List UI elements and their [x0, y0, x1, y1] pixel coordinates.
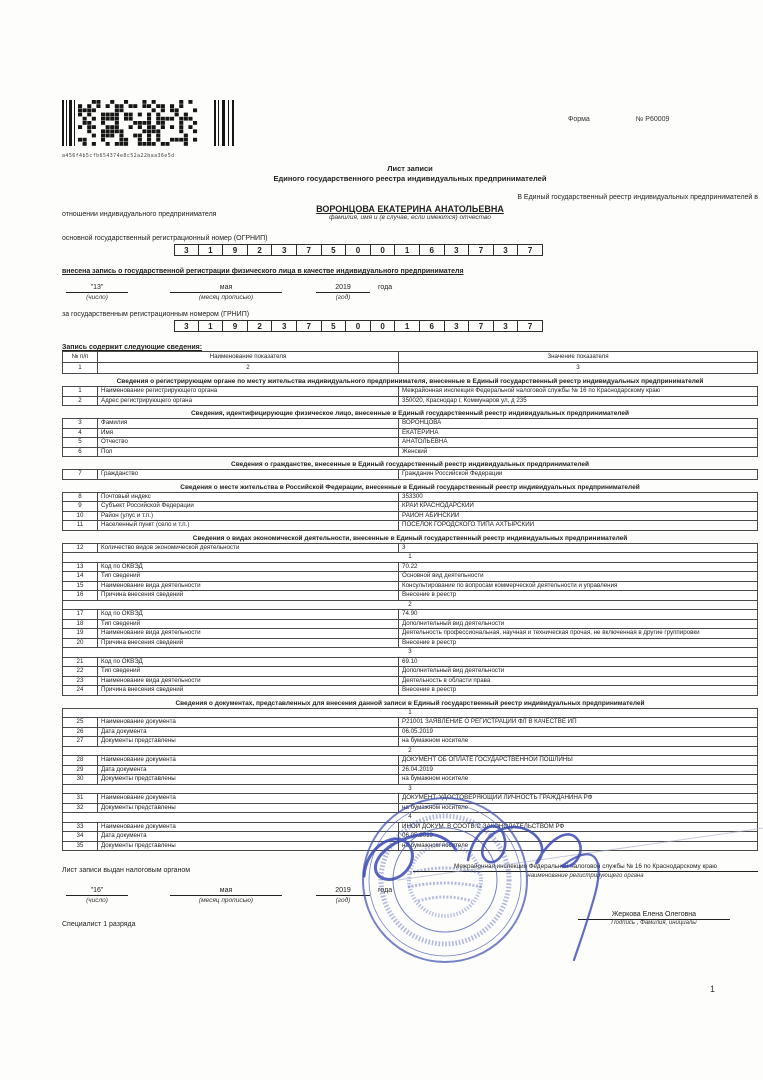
table-row [63, 842, 757, 851]
form-reference [568, 116, 669, 123]
row-value: 74.90 [402, 610, 418, 617]
form-number: № Р60009 [635, 116, 670, 123]
table-row [63, 438, 757, 448]
table-row [63, 572, 757, 582]
table-row [63, 502, 757, 512]
issue-date [62, 887, 392, 904]
row-value: Консультирование по вопросам коммерческой деятельности и управления [402, 581, 618, 589]
row-value: 3 [402, 543, 406, 551]
row-number: 13 [63, 563, 98, 572]
record-date-year-caption: (год) [335, 294, 351, 301]
registering-authority [413, 863, 758, 879]
row-number: 26 [63, 728, 98, 737]
digit-cell: 5 [322, 244, 347, 256]
row-number: 17 [63, 610, 98, 619]
row-value: Внесение в реестр [402, 638, 457, 646]
row-label: Код по ОКВЭД [98, 610, 399, 619]
row-label: Причина внесения сведений [98, 686, 399, 695]
row-label: Гражданство [98, 470, 399, 479]
row-value: Деятельность профессиональная, научная и техническая прочая, не включенная в другие группировки [402, 629, 700, 636]
table-row [63, 521, 757, 530]
record-table-sections [62, 378, 758, 851]
row-value: ЕКАТЕРИНА [402, 428, 439, 436]
digit-cell: 5 [322, 320, 347, 332]
table-row [63, 544, 757, 554]
row-label: Пол [98, 448, 399, 457]
row-label: Наименование вида деятельности [98, 677, 399, 686]
row-number: 34 [63, 832, 98, 841]
row-value: Внесение в реестр [402, 591, 457, 598]
row-label: Код по ОКВЭД [98, 658, 399, 667]
entrepreneur-block [62, 204, 758, 229]
barcode-2d [62, 100, 235, 159]
document-subtitle: Единого государственного реестра индивидуальных предпринимателей [273, 173, 547, 183]
row-value: 06.05.2019 [402, 727, 433, 735]
row-value: КРАЙ КРАСНОДАРСКИЙ [402, 502, 474, 509]
section-table [62, 469, 758, 480]
row-number: 21 [63, 658, 98, 667]
authority-name: Межрайонная инспекция Федеральной налоговой службы № 16 по Краснодарскому краю [413, 863, 758, 872]
document-title-block [62, 164, 758, 183]
digit-cell: 3 [494, 320, 519, 332]
row-value: 350020, Краснодар г, Коммунаров ул, д 235 [402, 396, 527, 404]
section-table [62, 492, 758, 531]
record-date [62, 284, 758, 301]
issue-date-year-suffix: года [378, 887, 393, 894]
record-table-header [62, 351, 758, 374]
table-row [63, 677, 757, 687]
row-label: Наименование вида деятельности [98, 582, 399, 591]
row-label: Имя [98, 429, 399, 438]
row-value: Деятельность в области права [402, 676, 491, 684]
row-number: 15 [63, 582, 98, 591]
table-row [63, 610, 757, 620]
row-number: 33 [63, 823, 98, 832]
row-label: Тип сведений [98, 572, 399, 581]
group-number-row: 2 [63, 747, 757, 757]
row-number: 32 [63, 804, 98, 813]
table-row [63, 397, 757, 406]
row-label: Документы представлены [98, 804, 399, 813]
digit-cell: 3 [445, 244, 470, 256]
section-title: Сведения о месте жительства в Российской Федерации, внесенные в Единый государственный реестр индивидуальных предпринимателей [180, 483, 640, 491]
record-date-month: мая [170, 284, 282, 293]
digit-cell: 7 [469, 244, 494, 256]
record-date-month-caption: (месяц прописью) [198, 294, 254, 301]
row-number: 7 [63, 470, 98, 479]
digit-cell: 3 [494, 244, 519, 256]
record-date-day: "13" [66, 284, 128, 293]
record-date-year: 2019 [316, 284, 370, 293]
row-number: 9 [63, 502, 98, 511]
table-row [63, 493, 757, 503]
row-value: Дополнительный вид деятельности [402, 619, 505, 627]
table-row [63, 823, 757, 833]
row-label: Тип сведений [98, 667, 399, 676]
relation-statement: отношении индивидуального предпринимателя [62, 211, 217, 218]
row-value: ДОКУМЕНТ, УДОСТОВЕРЯЮЩИЙ ЛИЧНОСТЬ ГРАЖДАНИНА РФ [402, 794, 593, 801]
digit-cell: 7 [297, 244, 322, 256]
row-label: Наименование вида деятельности [98, 629, 399, 638]
row-number: 18 [63, 620, 98, 629]
section-table [62, 708, 758, 852]
digit-cell: 6 [420, 320, 445, 332]
row-label: Код по ОКВЭД [98, 563, 399, 572]
row-label: Документы представлены [98, 737, 399, 746]
digit-cell: 0 [371, 244, 396, 256]
row-label: Отчество [98, 438, 399, 447]
row-number: 1 [63, 387, 98, 396]
table-row [63, 756, 757, 766]
row-value: Основной вид деятельности [402, 572, 484, 579]
row-value: АНАТОЛЬЕВНА [402, 438, 448, 445]
digit-cell: 7 [518, 244, 543, 256]
table-row [63, 794, 757, 804]
column-header-num: № п/п [63, 352, 98, 362]
row-value: ПОСЕЛОК ГОРОДСКОГО ТИПА АХТЫРСКИЙ [402, 521, 535, 528]
row-label: Причина внесения сведений [98, 591, 399, 600]
document-title: Лист записи [387, 164, 433, 173]
row-value: на бумажном носителе [402, 841, 469, 849]
row-value: ВОРОНЦОВА [402, 419, 442, 426]
digit-cell: 2 [248, 244, 273, 256]
issued-by-statement: Лист записи выдан налоговым органом [62, 867, 191, 874]
table-row [63, 591, 757, 601]
row-value: Женский [402, 447, 428, 455]
row-label: Наименование документа [98, 823, 399, 832]
section-title: Сведения о видах экономической деятельности, внесенные в Единый государственный реестр индивидуальных предпринимателей [192, 534, 628, 542]
digit-cell: 0 [346, 320, 371, 332]
issue-date-year: 2019 [316, 887, 370, 896]
group-number-row: 1 [63, 553, 757, 563]
row-label: Документы представлены [98, 775, 399, 784]
digit-cell: 7 [469, 320, 494, 332]
table-row [63, 639, 757, 649]
row-value: ДОКУМЕНТ ОБ ОПЛАТЕ ГОСУДАРСТВЕННОЙ ПОШЛИНЫ [402, 756, 573, 763]
table-header-index-row [63, 363, 757, 373]
section-title: Сведения о гражданстве, внесенные в Единый государственный реестр индивидуальных предпринимателей [231, 461, 589, 468]
table-row [63, 563, 757, 573]
ogrnip-label: основной государственный регистрационный номер (ОГРНИП) [62, 235, 268, 242]
table-row [63, 686, 757, 695]
digit-cell: 1 [199, 244, 224, 256]
row-number: 16 [63, 591, 98, 600]
row-number: 22 [63, 667, 98, 676]
form-label: Форма [568, 116, 590, 123]
digit-cell: 1 [395, 320, 420, 332]
record-date-year-suffix: года [378, 284, 393, 291]
row-value: на бумажном носителе [402, 803, 469, 811]
row-label: Наименование документа [98, 718, 399, 727]
row-number: 2 [63, 397, 98, 406]
row-value: 353300 [402, 492, 423, 500]
row-number: 3 [63, 419, 98, 428]
row-value: Гражданин Российской Федерации [402, 470, 503, 477]
group-number-row: 3 [63, 785, 757, 795]
row-number: 6 [63, 448, 98, 457]
record-statement: внесена запись о государственной регистрации физического лица в качестве индивидуального предпринимателя [62, 268, 464, 275]
digit-cell: 1 [395, 244, 420, 256]
row-label: Фамилия [98, 419, 399, 428]
column-index-3: 3 [576, 364, 580, 371]
row-number: 11 [63, 521, 98, 530]
digit-cell: 3 [174, 320, 199, 332]
table-row [63, 766, 757, 776]
grnip-digit-boxes [174, 320, 758, 332]
signer-caption: Подпись , Фамилия, инициалы [611, 920, 697, 926]
table-row [63, 658, 757, 668]
row-value: ИНОЙ ДОКУМ. В СООТВ.С ЗАКОНОДАТЕЛЬСТВОМ РФ [402, 822, 565, 830]
row-value: РАЙОН АБИНСКИЙ [402, 511, 460, 519]
row-label: Документы представлены [98, 842, 399, 851]
table-row [63, 512, 757, 522]
table-row [63, 629, 757, 639]
table-row [63, 667, 757, 677]
digit-cell: 9 [223, 244, 248, 256]
row-label: Район (улус и т.п.) [98, 512, 399, 521]
section-table [62, 418, 758, 457]
row-number: 20 [63, 639, 98, 648]
row-value: на бумажном носителе [402, 775, 469, 782]
issue-date-month: мая [170, 887, 282, 896]
row-label: Дата документа [98, 728, 399, 737]
section-table [62, 543, 758, 696]
specialist-title: Специалист 1 разряда [62, 921, 136, 928]
digit-cell: 7 [297, 320, 322, 332]
row-number: 14 [63, 572, 98, 581]
row-value: Р21001 ЗАЯВЛЕНИЕ О РЕГИСТРАЦИИ ФЛ В КАЧЕСТВЕ ИП [402, 718, 577, 725]
table-row [63, 582, 757, 592]
ogrnip-digit-boxes [174, 244, 758, 256]
section-title: Сведения о регистрирующем органе по месту жительства индивидуального предпринимателя, внесенные в Единый государственный реестр индивидуальных предпринимателей [116, 378, 704, 385]
row-value: Внесение в реестр [402, 686, 457, 693]
digit-cell: 0 [371, 320, 396, 332]
signer-name: Жеркова Елена Олеговна [578, 911, 730, 920]
row-number: 25 [63, 718, 98, 727]
row-label: Субъект Российской Федерации [98, 502, 399, 511]
row-number: 12 [63, 544, 98, 553]
document-topbar [62, 100, 758, 159]
row-number: 28 [63, 756, 98, 765]
table-row [63, 832, 757, 842]
row-number: 27 [63, 737, 98, 746]
document-footer [62, 863, 758, 1068]
table-row [63, 804, 757, 814]
row-number: 35 [63, 842, 98, 851]
row-number: 31 [63, 794, 98, 803]
row-value: 69.10 [402, 657, 418, 665]
section-title: Сведения, идентифицирующие физическое лицо, внесенные в Единый государственный реестр индивидуальных предпринимателей [190, 410, 630, 417]
group-number-row: 4 [63, 813, 757, 823]
row-label: Адрес регистрирующего органа [98, 397, 399, 406]
row-number: 10 [63, 512, 98, 521]
table-row [63, 737, 757, 747]
record-date-day-caption: (число) [86, 294, 108, 301]
row-label: Наименование документа [98, 756, 399, 765]
digit-cell: 2 [248, 320, 273, 332]
barcode-caption: a456f4b5cfb654374e8c52a22baa36e5d [62, 153, 175, 159]
row-label: Наименование регистрирующего органа [98, 387, 399, 396]
row-number: 8 [63, 493, 98, 502]
row-number: 19 [63, 629, 98, 638]
row-label: Населенный пункт (село и т.п.) [98, 521, 399, 530]
row-value: 06.05.2019 [402, 832, 433, 839]
row-number: 30 [63, 775, 98, 784]
column-header-value: Значение показателя [547, 353, 609, 360]
table-row [63, 775, 757, 785]
digit-cell: 7 [518, 320, 543, 332]
record-table-intro: Запись содержит следующие сведения: [62, 344, 203, 351]
table-row [63, 470, 757, 479]
digit-cell: 1 [199, 320, 224, 332]
digit-cell: 3 [272, 244, 297, 256]
row-value: Дополнительный вид деятельности [402, 667, 505, 674]
table-row [63, 448, 757, 457]
digit-cell: 6 [420, 244, 445, 256]
registry-statement: В Единый государственный реестр индивидуальных предпринимателей в [517, 194, 758, 201]
table-row [63, 419, 757, 429]
digit-cell: 3 [445, 320, 470, 332]
digit-cell: 0 [346, 244, 371, 256]
row-label: Тип сведений [98, 620, 399, 629]
table-row [63, 728, 757, 738]
barcode-image [62, 100, 235, 147]
row-label: Почтовый индекс [98, 493, 399, 502]
row-label: Наименование документа [98, 794, 399, 803]
row-value: 26.04.2019 [402, 765, 433, 773]
grnip-label: за государственным регистрационным номером (ГРНИП) [62, 311, 250, 318]
signer-block [578, 911, 730, 926]
row-label: Дата документа [98, 832, 399, 841]
entrepreneur-name: ВОРОНЦОВА ЕКАТЕРИНА АНАТОЛЬЕВНА [316, 204, 504, 214]
row-label: Дата документа [98, 766, 399, 775]
column-header-name: Наименование показателя [98, 352, 399, 362]
row-value: Межрайонная инспекция Федеральной налоговой службы № 16 по Краснодарскому краю [402, 387, 661, 394]
digit-cell: 3 [272, 320, 297, 332]
digit-cell: 3 [174, 244, 199, 256]
page-number: 1 [710, 984, 716, 994]
issue-date-month-caption: (месяц прописью) [198, 897, 254, 904]
digit-cell: 9 [223, 320, 248, 332]
row-label: Причина внесения сведений [98, 639, 399, 648]
group-number-row: 1 [63, 709, 757, 719]
issue-date-day-caption: (число) [86, 897, 108, 904]
row-number: 5 [63, 438, 98, 447]
row-label: Количество видов экономической деятельности [98, 544, 399, 553]
row-number: 24 [63, 686, 98, 695]
section-table [62, 386, 758, 406]
row-value: 70.22 [402, 562, 418, 570]
table-row [63, 620, 757, 630]
column-index-1: 1 [63, 363, 98, 373]
table-header-row [63, 352, 757, 363]
row-number: 23 [63, 677, 98, 686]
table-row [63, 718, 757, 728]
group-number-row: 3 [63, 648, 757, 658]
issue-date-day: "16" [66, 887, 128, 896]
group-number-row: 2 [63, 601, 757, 611]
table-row [63, 387, 757, 397]
table-row [63, 429, 757, 439]
issue-date-year-caption: (год) [335, 897, 351, 904]
row-number: 4 [63, 429, 98, 438]
column-index-2: 2 [98, 363, 399, 373]
entrepreneur-name-caption: фамилия, имя и (в случае, если имеются) отчество [329, 214, 491, 221]
section-title: Сведения о документах, представленных для внесения данной записи в Единый государственный реестр индивидуальных предпринимателей [175, 699, 645, 707]
authority-name-caption: наименование регистрирующего органа [527, 873, 644, 879]
row-value: на бумажном носителе [402, 737, 469, 744]
row-number: 29 [63, 766, 98, 775]
